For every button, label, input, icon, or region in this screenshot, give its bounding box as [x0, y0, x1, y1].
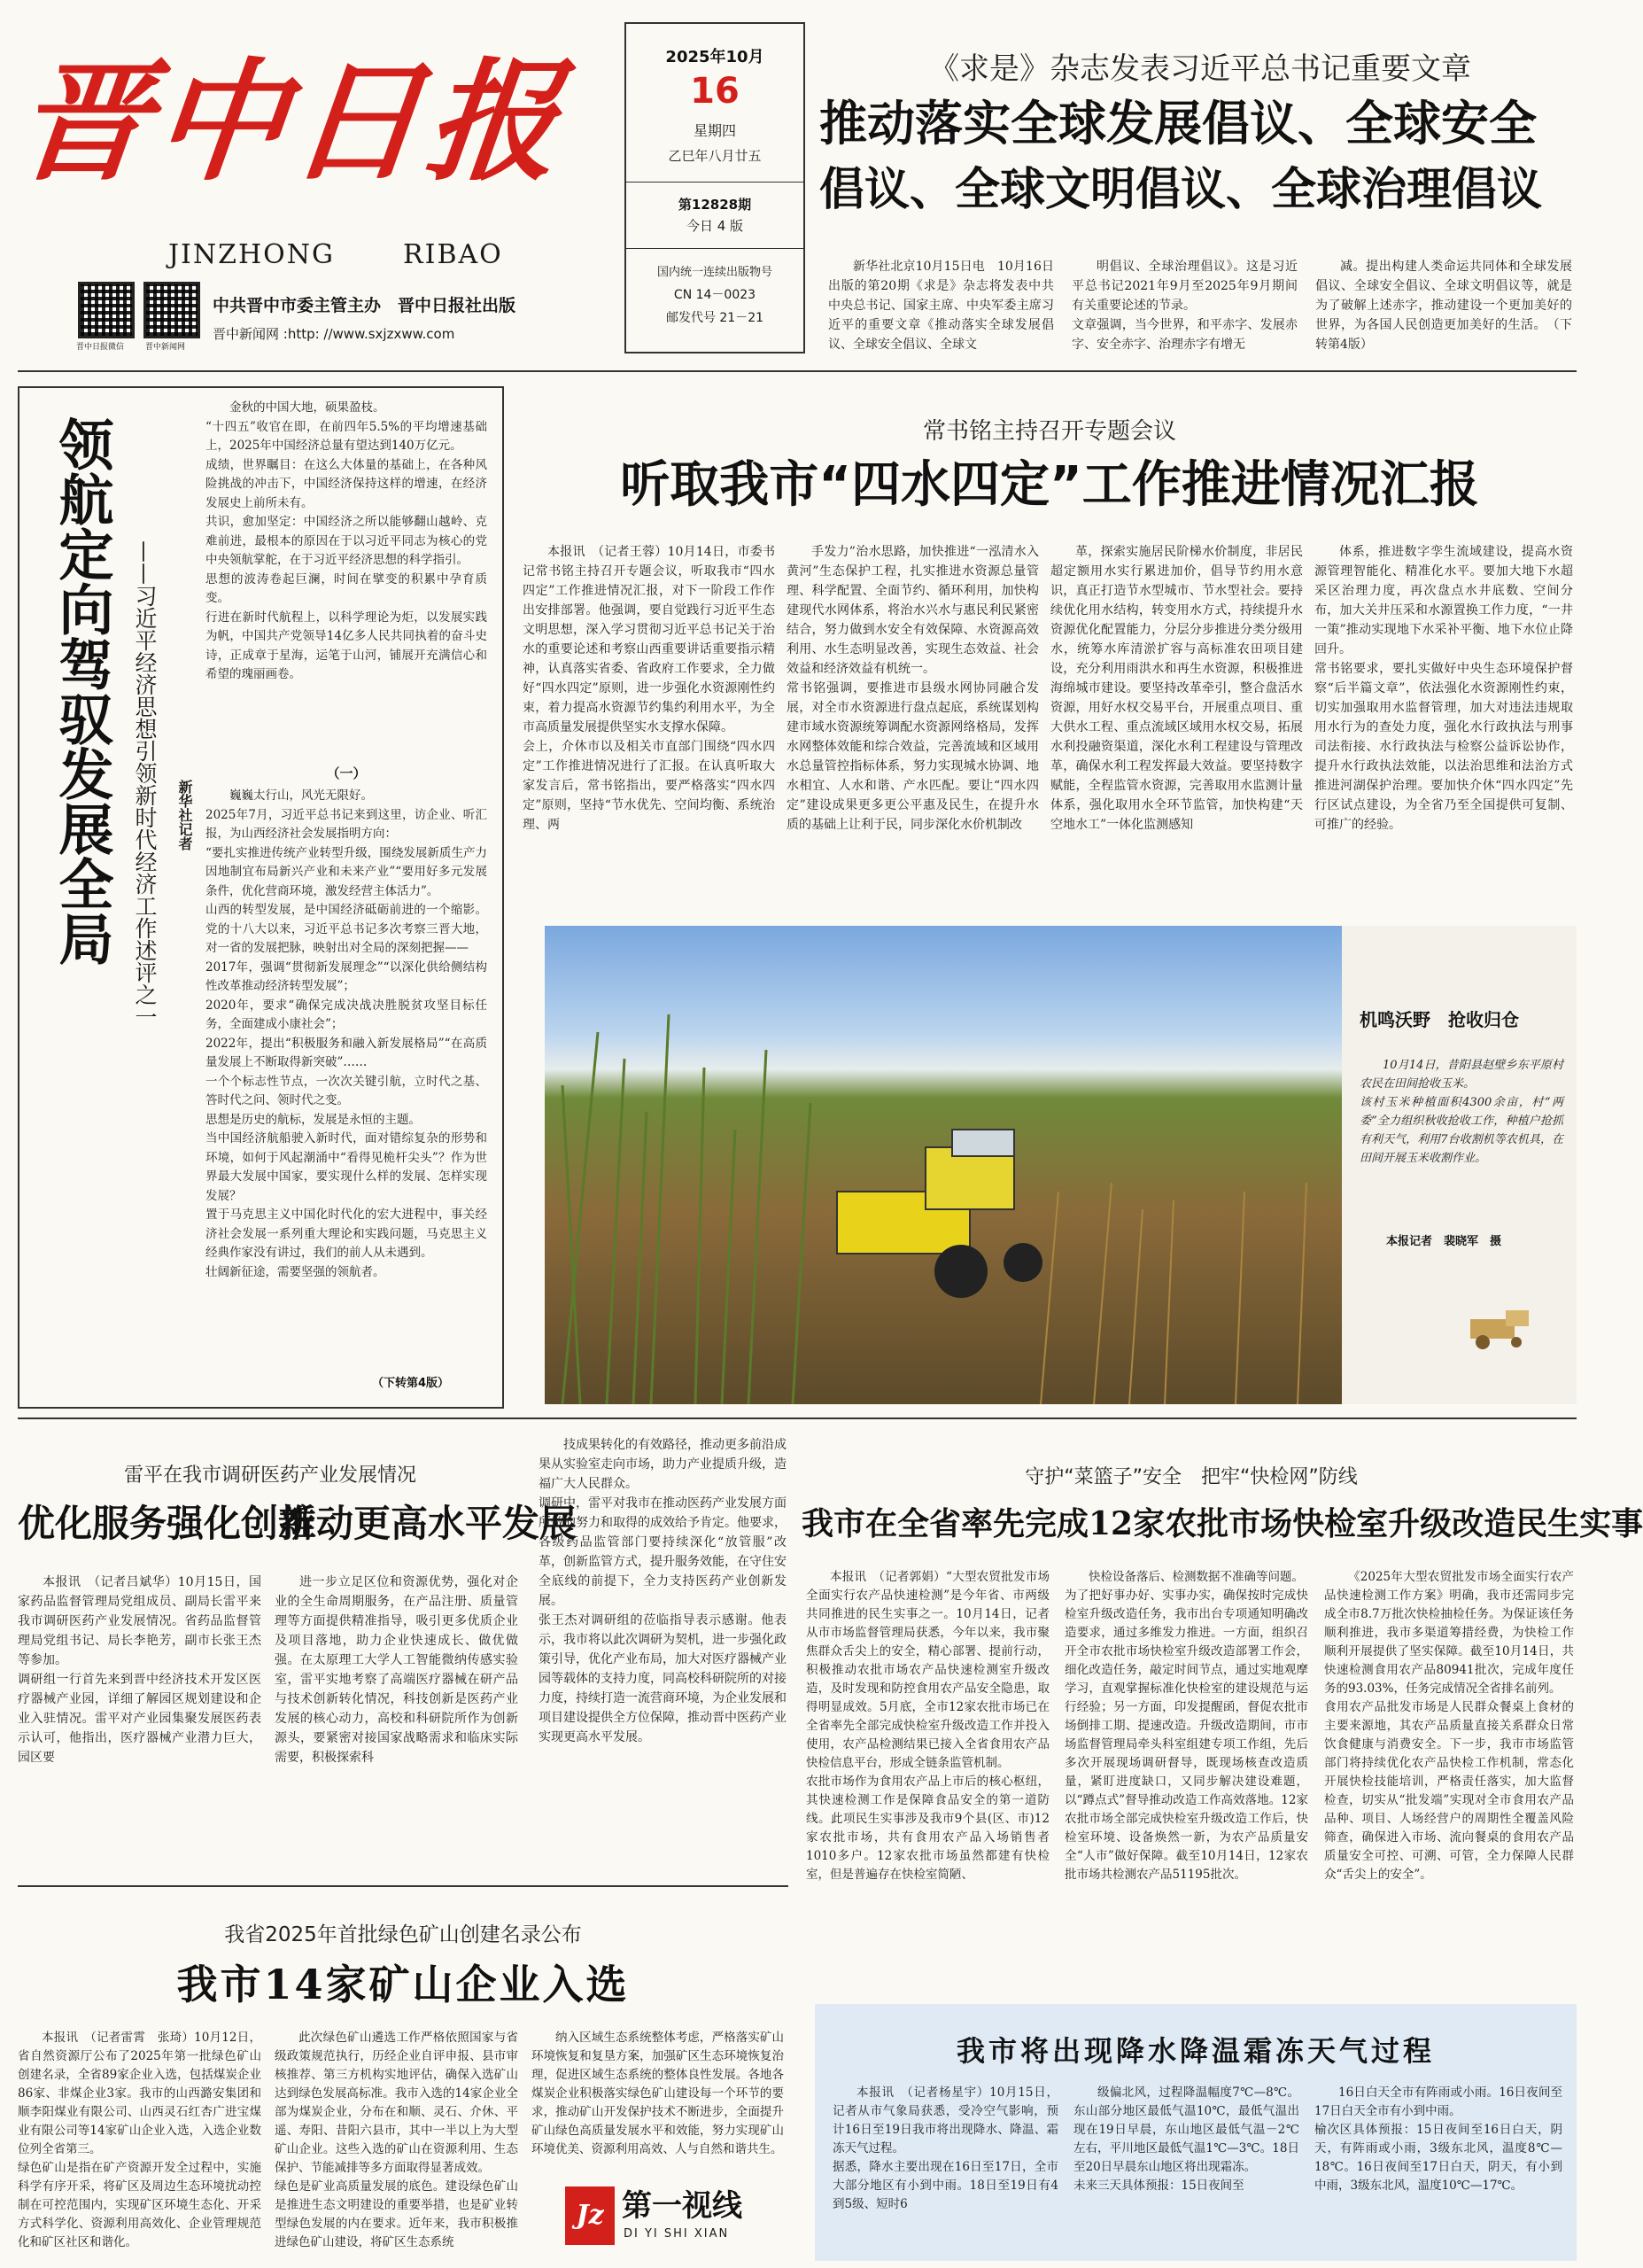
cn-code: CN 14－0023 [673, 288, 756, 302]
meeting-col-4 [1314, 542, 1573, 897]
harvest-photo[interactable] [545, 926, 1342, 1404]
masthead-website[interactable]: 晋中新闻网 :http: //www.sxjzxww.com [213, 326, 455, 342]
lead-col-2 [1072, 257, 1298, 354]
date-weekday: 星期四 [693, 122, 736, 139]
pharma-col-3-text: 技成果转化的有效路径，推动更多前沿成果从实验室走向市场，助力产业提质升级，造福广大人民群众。 调研中，雷平对我市在推动医药产业发展方面所做的努力和取得的成效给予肯定。他要求，各级药品监管部门要持续深化“放管服”改革，创新监管方式，提升服务效能，在守住安全底线的前提下，全力支持医药产业创新发展。 张王杰对调研组的莅临指导表示感谢。他表示，我市将以此次调研为契机，进一步强化政策引导，优化产业布局，加大对医疗器械产业园等载体的支持力度，同高校科研院所的对接力度，持续打造一流营商环境，为企业发展和项目建设提供全方位保障，推动晋中医药产业实现更高水平发展。 [539, 1438, 787, 1744]
meeting-kicker: 常书铭主持召开专题会议 [922, 418, 1176, 445]
weather-col-2-text: 级偏北风，过程降温幅度7℃—8℃。东山部分地区最低气温10℃，最低气温出现在19日早晨，东山地区最低气温－2℃左右，平川地区最低气温1℃—3℃。18日至20日早晨东山地区将出现霜冻。 未来三天具体预报：15日夜间至 [1073, 2085, 1299, 2193]
meeting-col-2 [787, 542, 1039, 897]
photo-caption-text-p: 10月14日，昔阳县赵壁乡东平原村农民在田间抢收玉米。 该村玉米种植面积4300余亩，村“两委”全力组织秋收抢收工作，种植户抢抓有利天气，利用7台收割机等农机具，在田间开展玉米收割作业。 [1360, 1059, 1563, 1165]
masthead-pinyin-left: JINZHONG [168, 239, 335, 270]
market-col-1-text: 本报讯 （记者郭娟）“大型农贸批发市场全面实行农产品快速检测”是今年省、市两级共同推进的民生实事之一。10月14日，记者从市市场监督管理局获悉，今年以来，我市聚焦群众舌尖上的安全，精心部署、提前行动，积极推动农批市场农产品快速检测室升级改造，及时发现和防控食用农产品安全隐患，取得明显成效。5月底，全市12家农批市场已在全省率先全部完成快检室升级改造工作并投入使用，农产品检测结果已接入全省食用农产品快检信息平台，形成全链条监管机制。 农批市场作为食用农产品上市后的核心枢纽，其快速检测工作是保障食品安全的第一道防线。此项民生实事涉及我市9个县(区、市)12家农批市场，共有食用农产品入场销售者1010多户。12家农批市场虽然都建有快检室，但是普遍存在快检室简陋、 [806, 1570, 1050, 1882]
weather-title[interactable]: 我市将出现降水降温霜冻天气过程 [956, 2034, 1435, 2068]
qr-code-wechat[interactable] [78, 282, 135, 338]
photo-caption-text [1360, 1056, 1563, 1216]
lead-title-line1[interactable]: 推动落实全球发展倡议、全球安全 [819, 96, 1537, 151]
mining-col-2-text: 此次绿色矿山遴选工作严格依照国家与省级政策规范执行，历经企业自评申报、县市审核推荐、第三方机构实地评估，确保入选矿山达到绿色发展高标准。我市入选的14家企业全部为煤炭企业，分布在和顺、灵石、介休、平遥、寿阳、昔阳六县市，其中一半以上为大型矿山企业。这些入选的矿山在资源利用、生态保护、节能减排等多方面取得显著成效。 绿色是矿业高质量发展的底色。建设绿色矿山是推进生态文明建设的重要举措，也是矿业转型绿色发展的内在要求。近年来，我市积极推进绿色矿山建设，将矿区生态系统 [275, 2031, 518, 2249]
date-month: 2025年10月 [665, 48, 764, 66]
pharma-col-1-text: 本报讯 （记者吕斌华）10月15日，国家药品监督管理局党组成员、副局长雷平来我市调研医药产业发展情况。省药品监督管理局党组书记、局长李艳芳，副市长张王杰等参加。 调研组一行首先来到晋中经济技术开发区医疗器械产业园，详细了解园区规划建设和企业入驻情况。雷平对产业园集聚发展医药表示认可，他指出，医疗器械产业潜力巨大，园区要 [18, 1575, 261, 1765]
pharma-title-right[interactable]: 推动更高水平发展 [279, 1502, 577, 1545]
meeting-col-1 [523, 542, 775, 897]
mining-col-1-text: 本报讯 （记者雷霄 张琦）10月12日，省自然资源厅公布了2025年第一批绿色矿山创建名录，全省89家企业入选，包括煤炭企业86家、非煤企业3家。我市的山西潞安集团和顺李阳煤业有限公司、山西灵石红杏广进宝煤业有限公司等14家矿山企业入选，入选企业数位列全省第三。 绿色矿山是指在矿产资源开发全过程中，实施科学有序开采，将矿区及周边生态环境扰动控制在可控范围内，实现矿区环境生态化、开采方式科学化、资源利用高效化、企业管理规范化和矿区社区和谐化。 [18, 2031, 261, 2249]
mining-col-1 [18, 2029, 261, 2259]
pharma-title-left[interactable]: 优化服务强化创新 [18, 1502, 316, 1545]
weather-col-3 [1314, 2084, 1562, 2256]
harvest-photo-art [545, 926, 1342, 1404]
masthead-pinyin-right: RIBAO [403, 239, 503, 270]
lead-kicker: 《求是》杂志发表习近平总书记重要文章 [929, 51, 1471, 87]
qr-code-news[interactable] [143, 282, 200, 338]
mining-col-2 [275, 2029, 518, 2259]
lead-col-2-text: 明倡议、全球治理倡议》。这是习近平总书记2021年9月至2025年9月期间有关重要论述的节录。 文章强调，当今世界，和平赤字、发展赤字、安全赤字、治理赤字有增无 [1072, 260, 1298, 352]
mining-title[interactable]: 我市14家矿山企业入选 [176, 1961, 630, 2008]
weather-col-3-text: 16日白天全市有阵雨或小雨。16日夜间至17日白天全市有小到中雨。 榆次区具体预报：15日夜间至16日白天，阴天，有阵雨或小雨，3级东北风，温度8℃—18℃。16日夜间至17日白天，阴天，有小到中雨，3级东北风，温度10℃—17℃。 [1314, 2085, 1562, 2193]
meeting-col-3-text: 革，探索实施居民阶梯水价制度，非居民超定额用水实行累进加价，倡导节约用水意识，真正打造节水型城市、节水型社会。要持续优化用水结构，转变用水方式，持续提升水资源优化配置能力，分层分步推进分类分级用水，统筹水库清淤扩容与高标准农田项目建设，充分利用雨洪水和再生水资源，积极推进海绵城市建设。要坚持改革牵引，整合盘活水资源，用好水权交易平台，开展重点项目、重大供水工程、重点流域区域用水权交易，拓展水利投融资渠道，深化水利工程建设与管理改革，确保水利工程发挥最大效益。要坚持数字赋能，全程监管水资源，完善取用水监测计量体系，强化取用水全环节监管，加快构建“天空地水工”一体化监测感知 [1050, 545, 1303, 832]
pharma-kicker: 雷平在我市调研医药产业发展情况 [123, 1464, 416, 1487]
market-col-2 [1065, 1568, 1308, 1984]
meeting-col-3 [1050, 542, 1303, 897]
qr-label-news: 晋中新闻网 [145, 343, 186, 352]
commentary-text-top-p: 金秋的中国大地，硕果盈枝。 “十四五”收官在即，在前四年5.5%的平均增速基础上，2025年中国经济总量有望达到140万亿元。 成绩，世界瞩目：在这么大体量的基础上，在各种风险挑战的冲击下，中国经济保持这样的增速，在经济发展史上前所未有。 共识，愈加坚定：中国经济之所以能够翻山越岭、克难前进，最根本的原因在于以习近平同志为核心的党中央领航掌舵，在于习近平经济思想的科学指引。 思想的波涛卷起巨澜，时间在擘变的积累中孕育质变。 行进在新时代航程上，以科学理论为炬，以发展实践为帆，中国共产党领导14亿多人民共同执着的奋斗史诗，正成章于星海，运笔于山河，铺展开充满信心和希望的瑰丽画卷。 [205, 400, 487, 681]
section-badge-logo: Jz [565, 2186, 615, 2245]
lead-title-line2[interactable]: 倡议、全球文明倡议、全球治理倡议 [819, 164, 1543, 216]
pharma-col-3 [539, 1435, 787, 1869]
photo-credit: 本报记者 裴晓军 摄 [1386, 1235, 1502, 1248]
market-col-3 [1324, 1568, 1574, 1984]
weather-col-1-text: 本报讯 （记者杨星宇）10月15日，记者从市气象局获悉，受冷空气影响，预计16日至19日我市将出现降水、降温、霜冻天气过程。 据悉，降水主要出现在16日至17日，全市大部分地区有小到中雨。18日至19日有4到5级、短时6 [833, 2085, 1058, 2211]
commentary-text-mid-p: 巍巍太行山，风光无限好。 2025年7月，习近平总书记来到这里，访企业、听汇报，为山西经济社会发展指明方向： “要扎实推进传统产业转型升级，围绕发展新质生产力因地制宜布局新兴产业和未来产业”“要用好多元发展条件，优化营商环境，激发经营主体活力”。 山西的转型发展，是中国经济砥砺前进的一个缩影。党的十八大以来，习近平总书记多次考察三晋大地，对一省的发展把脉，映射出对全局的深刻把握—— 2017年，强调“贯彻新发展理念”“以深化供给侧结构性改革推动经济转型发展”； 2020年，要求“确保完成决战决胜脱贫攻坚目标任务，全面建成小康社会”； 2022年，提出“积极服务和融入新发展格局”“在高质量发展上不断取得新突破”…… 一个个标志性节点，一次次关键引航，立时代之基、答时代之问、领时代之变。 思想是历史的航标，发展是永恒的主题。 当中国经济航船驶入新时代，面对错综复杂的形势和环境，如何于风起潮涌中“看得见桅杆尖头”？作为世界最大发展中国家，要实现什么样的发展、怎样实现发展？ 置于马克思主义中国化时代化的宏大进程中，事关经济社会发展一系列重大理论和实践问题，马克思主义经典作家没有讲过，我们的前人从未遇到。 壮阔新征途，需要坚强的领航者。 [205, 788, 487, 1279]
masthead-logo: 晋中日报 [10, 44, 572, 198]
mining-kicker: 我省2025年首批绿色矿山创建名录公布 [224, 1923, 582, 1946]
mining-col-3 [531, 2029, 784, 2179]
masthead-sponsor: 中共晋中市委主管主办 晋中日报社出版 [213, 296, 516, 315]
lead-col-1-text: 新华社北京10月15日电 10月16日出版的第20期《求是》杂志将发表中共中央总书记、国家主席、中央军委主席习近平的重要文章《推动落实全球发展倡议、全球安全倡议、全球文 [828, 260, 1054, 352]
commentary-title[interactable]: 领航定向驾驭发展全局 [50, 416, 114, 966]
lead-col-3 [1315, 257, 1572, 354]
market-col-2-text: 快检设备落后、检测数据不准确等问题。 为了把好事办好、实事办实，确保按时完成快检室升级改造任务，我市出台专项通知明确改造要求，通过多维发力推进。一方面，组织召开全市农批市场快检室升级改造部署工作会，细化改造任务，敲定时间节点，通过实地观摩学习，直观掌握标准化快检室的建设规范与运行经验；另一方面，印发提醒函，督促农批市场倒排工期、提速改造。升级改造期间，市市场监督管理局牵头科室组建专项工作组，先后多次开展现场调研督导，既现场核查改造质量，紧盯进度缺口，又同步解决建设难题，以“蹲点式”督导推动改造工作高效落地。12家农批市场全部完成快检室升级改造工作后，快检室环境、设备焕然一新，为农产品质量安全“人市”做好保障。截至10月14日，12家农批市场共检测农产品51195批次。 [1065, 1570, 1308, 1882]
weather-col-2 [1073, 2084, 1299, 2256]
commentary-jump[interactable]: （下转第4版） [372, 1377, 450, 1390]
pharma-col-2 [275, 1573, 518, 1869]
market-title[interactable]: 我市在全省率先完成12家农批市场快检室升级改造民生实事 [802, 1505, 1643, 1542]
market-col-3-text: 《2025年大型农贸批发市场全面实行农产品快速检测工作方案》明确，我市还需同步完成全市8.7万批次快检抽检任务。为保证该任务顺利推进，我市多渠道筹措经费，为快检工作顺利开展提供了坚实保障。截至10月14日，共快速检测食用农产品80941批次，完成年度任务的93.03%，任务完成情况全省排名前列。 食用农产品批发市场是人民群众餐桌上食材的主要来源地，其农产品质量直接关系群众日常饮食健康与消费安全。下一步，我市市场监管部门将持续优化农产品快检工作机制，常态化开展快检技能培训，严格责任落实，加大监督检查，切实从“批发端”实现对全市食用农产品品种、项目、人场经营户的周期性全覆盖风险筛查，确保进入市场、流向餐桌的食用农产品质量安全可控、可溯、可管，全力保障人民群众“舌尖上的安全”。 [1324, 1570, 1574, 1882]
market-kicker: 守护“菜篮子”安全 把牢“快检网”防线 [1025, 1466, 1358, 1488]
meeting-col-1-text: 本报讯 （记者王蓉）10月14日，市委书记常书铭主持召开专题会议，听取我市“四水四定”工作推进情况汇报，对下一阶段工作作出安排部署。他强调，要自觉践行习近平生态文明思想，深入学习贯彻习近平总书记关于治水的重要论述和考察山西重要讲话重要指示精神，认真落实省委、省政府工作要求，全力做好“四水四定”原则，进一步强化水资源刚性约束，着力提高水资源节约集约利用水平，为全市高质量发展提供坚实水支撑水保障。 会上，介休市以及相关市直部门围绕“四水四定”工作推进情况进行了汇报。在认真听取大家发言后，常书铭指出，要严格落实“四水四定”原则，坚持“节水优先、空间均衡、系统治理、两 [523, 545, 775, 832]
weather-col-1 [833, 2084, 1058, 2256]
meeting-col-4-text: 体系，推进数字孪生流域建设，提高水资源管理智能化、精准化水平。要加大地下水超采区治理力度，再次盘点水井底数、空间分布，加大关井压采和水源置换工作力度，“一井一策”推动实现地下水采补平衡、地下水位止降回升。 常书铭要求，要扎实做好中央生态环境保护督察“后半篇文章”，依法强化水资源刚性约束，切实加强取用水监督管理，加大对违法违规取用水行为的查处力度，强化水行政执法与刑事司法衔接、水行政执法与检察公益诉讼协作，提升水行政执法效能，以法治思维和法治方式推进河湖保护治理。要加快介休“四水四定”先行区试点建设，为全省乃至全国提供可复制、可推广的经验。 [1314, 545, 1573, 832]
lead-col-3-text: 减。提出构建人类命运共同体和全球发展倡议、全球安全倡议、全球文明倡议等，就是为了破解上述赤字，推动建设一个更加美好的世界，为各国人民创造更加美好的生活。 （下转第4版） [1315, 260, 1572, 352]
commentary-section: （一） [326, 765, 367, 781]
cn-label: 国内统一连续出版物号 [656, 266, 772, 279]
commentary-subtitle: ——习近平经济思想引领新时代经济工作述评之一 [132, 540, 158, 1028]
commentary-text-top [205, 399, 487, 762]
commentary-text-mid [205, 787, 487, 1279]
lead-col-1 [828, 257, 1054, 354]
meeting-title[interactable]: 听取我市“四水四定”工作推进情况汇报 [620, 456, 1479, 514]
date-lunar: 乙巳年八月廿五 [668, 148, 762, 164]
meeting-col-2-text: 手发力”治水思路，加快推进“一泓清水入黄河”生态保护工程，扎实推进水资源总量管理、科学配置、全面节约、循环利用，加快构建现代水网体系，将治水兴水与惠民利民紧密结合，努力做到水安全有效保障、水资源高效利用、水生态明显改善，实现生态效益、社会效益和经济效益有机统一。 常书铭强调，要推进市县级水网协同融合发展，对全市水资源进行盘点起底，系统谋划构建市域水资源统筹调配水资源网络格局，发挥水网整体效能和综合效益，完善流域和区域用水总量管控指标体系，努力实现城水协调、地水相宜、人水和谐、产水匹配。要让“四水四定”建设成果更多更公平惠及民生，在提升水质的基础上让利于民，同步深化水价机制改 [787, 545, 1039, 832]
market-col-1 [806, 1568, 1050, 1984]
date-day: 16 [690, 71, 740, 112]
photo-caption-title: 机鸣沃野 抢收归仓 [1360, 1009, 1519, 1030]
pharma-col-2-text: 进一步立足区位和资源优势，强化对企业的全生命周期服务，在产品注册、质量管理等方面提供精准指导，吸引更多优质企业及项目落地，助力企业快速成长、做优做强。在太原理工大学人工智能微纳传感实验室，雷平实地考察了高端医疗器械在研产品与技术创新转化情况，科技创新是医药产业发展的核心动力，高校和科研院所作为创新源头，要紧密对接国家战略需求和临床实际需要，积极探索科 [275, 1575, 518, 1765]
qr-label-wechat: 晋中日报微信 [76, 343, 125, 352]
post-code: 邮发代号 21－21 [665, 311, 764, 325]
mining-col-3-text: 纳入区域生态系统整体考虑，严格落实矿山环境恢复和复垦方案，加强矿区生态环境恢复治理，促进区域生态系统的整体良性发展。各地各煤炭企业积极落实绿色矿山建设每一个环节的要求，推动矿山开发保护技术不断进步，全面提升矿山绿色高质量发展水平和效能，努力实现矿山环境优美、资源利用高效、人与自然和谐共生。 [531, 2031, 784, 2156]
issue-pages: 今日 4 版 [686, 218, 744, 234]
harvester-illustration [1453, 1307, 1541, 1351]
section-badge-pinyin: DI YI SHI XIAN [624, 2227, 730, 2241]
section-badge-title: 第一视线 [622, 2188, 742, 2224]
issue-number: 第12828期 [678, 197, 752, 213]
commentary-byline: 新华社记者 [176, 780, 193, 850]
pharma-col-1 [18, 1573, 261, 1869]
